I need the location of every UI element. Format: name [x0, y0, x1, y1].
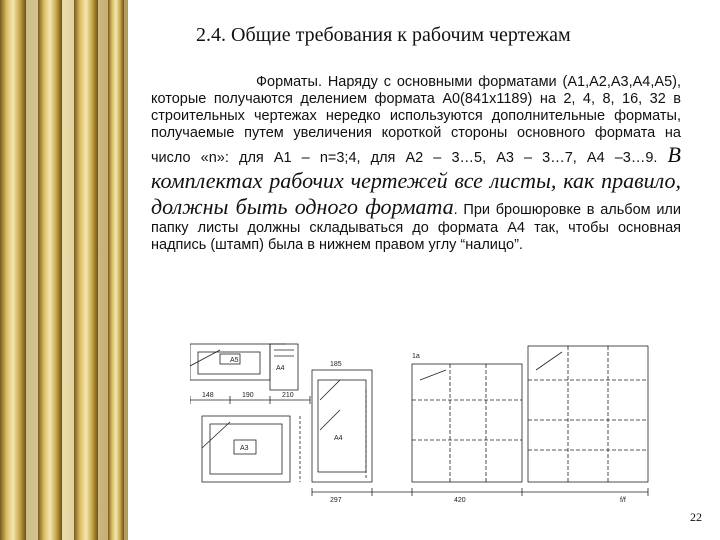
label-a4-mid: А4: [334, 435, 343, 442]
dim-297: 297: [330, 497, 342, 504]
slide-title: 2.4. Общие требования к рабочим чертежам: [196, 24, 571, 46]
dim-210: 210: [282, 392, 294, 399]
text-part-1: . Наряду с основными форматами (А1,А2,А3,А4,А5), которые получаются делением формата А0(841х1189) на 2, 4, 8, 16, 32 в строительных чертежах нередко используются дополнительные форматы, получаемые путем увеличения короткой стороны основного формата на число «n»: для А1 – n=3;4, для А2 – 3…5, А3 – 3…7, А4 –3…9.: [151, 74, 681, 166]
label-a5: А5: [230, 357, 239, 364]
text-part-2: . При брошюровке в альбом или папку листы должны складываться до формата А4 так, чтобы основная надпись (штамп) была в нижнем правом углу “налицо”.: [151, 202, 681, 253]
gold-stripe-border: [0, 0, 128, 540]
dimension-bar-bottom: [312, 488, 648, 496]
formats-drawing: [190, 340, 670, 505]
dim-420: 420: [454, 497, 466, 504]
dim-1a: 1а: [412, 353, 420, 360]
dim-148: 148: [202, 392, 214, 399]
body-paragraph: [151, 74, 681, 254]
italic-statement: В комплектах рабочих чертежей все листы, как правило, должны быть одного формата: [151, 142, 681, 219]
dim-ff: f/f: [620, 497, 626, 504]
label-a3: А3: [240, 445, 249, 452]
label-a4-top: А4: [276, 365, 285, 372]
page-number: 22: [690, 510, 702, 524]
sheet-a4-tall: [312, 370, 372, 482]
sheet-wide-extended: [412, 364, 522, 482]
sheet-largest: [528, 346, 648, 482]
dim-185: 185: [330, 361, 342, 368]
intro-label: Форматы: [256, 74, 318, 90]
sheet-a3-group: [202, 416, 300, 482]
dim-190: 190: [242, 392, 254, 399]
